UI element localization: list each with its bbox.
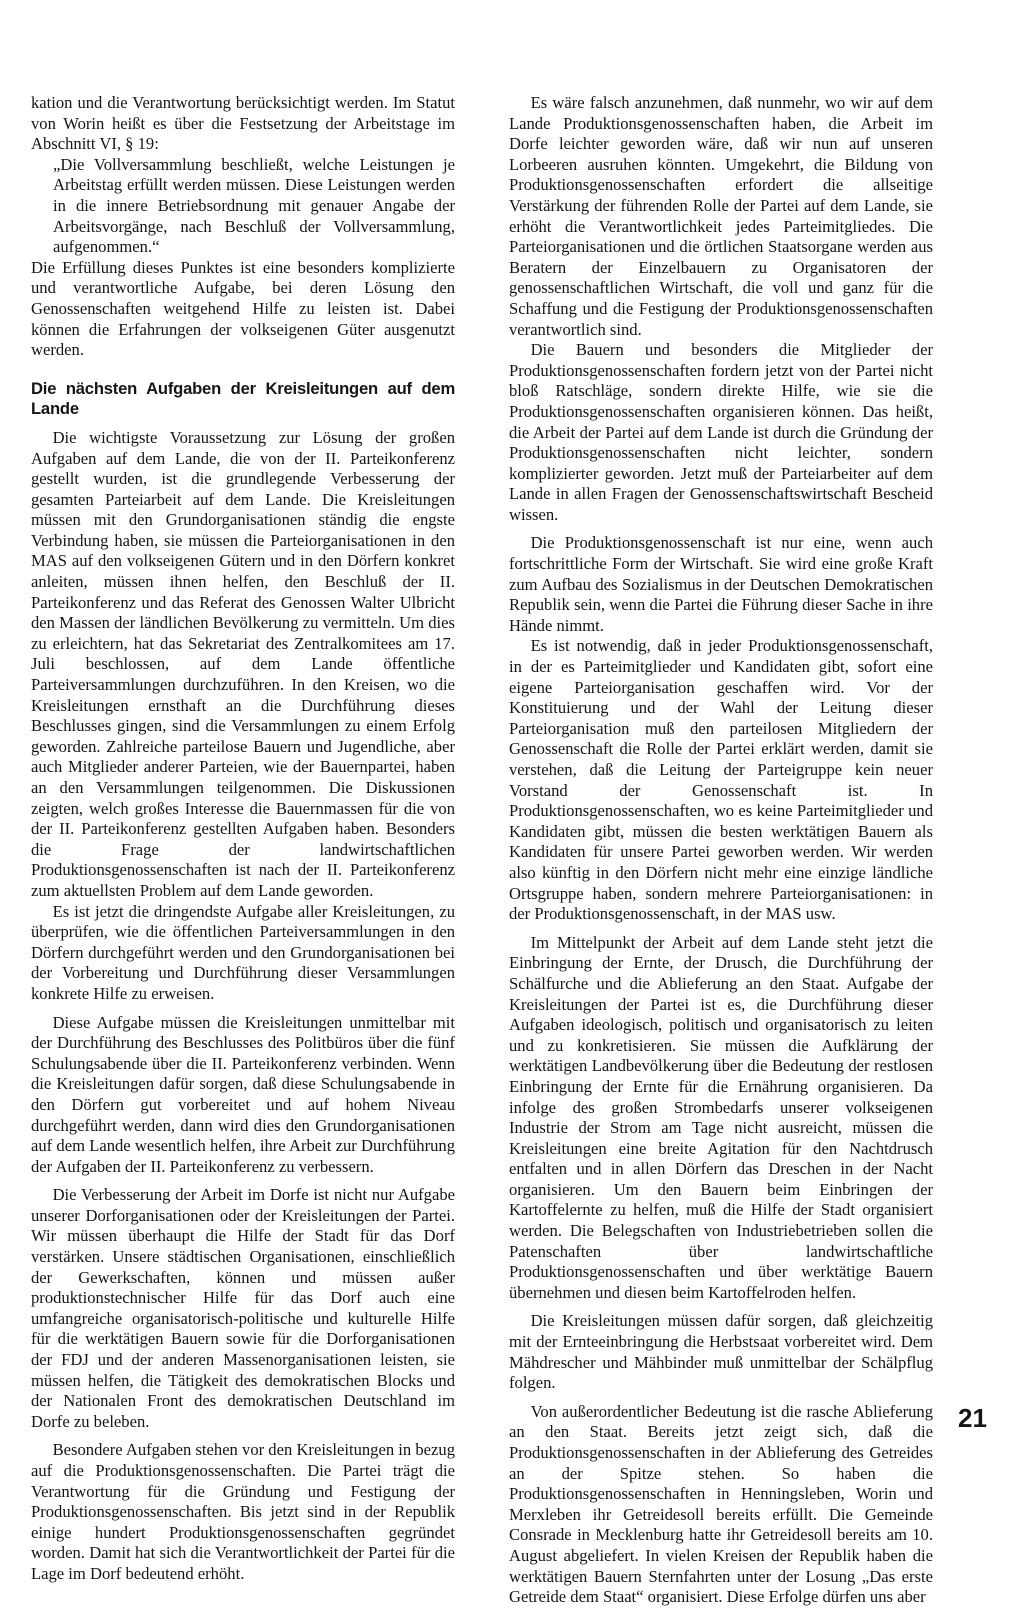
paragraph: Die wichtigste Voraussetzung zur Lösung der großen Aufgaben auf dem Lande, die von der II. Parteikonferenz gestellt wurden, ist die grundlegende Verbesserung der gesamten Parteiarbeit auf dem Lande. Die Kreisleitungen müssen mit den Grundorganisationen ständig die engste Verbindung haben, sie müssen die Parteiorganisationen in den MAS auf den volkseigenen Gütern und in den Dörfern konkret anleiten, müssen ihnen helfen, den Beschluß der II. Parteikonferenz und das Referat des Genossen Walter Ulbricht den Massen der ländlichen Bevölkerung zu vermitteln. Um dies zu erleichtern, hat das Sekretariat des Zentralkomitees am 17. Juli beschlossen, auf dem Lande öffentliche Parteiversammlungen durchzuführen. In den Kreisen, wo die Kreisleitungen ernsthaft an die Durchführung dieses Beschlusses gingen, sind die Versammlungen zu einem Erfolg geworden. Zahlreiche parteilose Bauern und Jugendliche, aber auch Mitglieder anderer Parteien, wie der Bauernpartei, haben an den Versammlungen teilgenommen. Die Diskussionen zeigten, welch großes Interesse die Bauernmassen für die von der II. Parteikonferenz gestellten Aufgaben haben. Besonders die Frage der landwirtschaftlichen Produktionsgenossenschaften ist nach der II. Parteikonferenz zum aktuellsten Problem auf dem Lande geworden.	[31, 427, 455, 900]
paragraph: kation und die Verantwortung berücksichtigt werden. Im Statut von Worin heißt es über die Festsetzung der Arbeitstage im Abschnitt VI, § 19:	[31, 93, 455, 154]
paragraph: Im Mittelpunkt der Arbeit auf dem Lande steht jetzt die Einbringung der Ernte, der Drusch, die Durchführung der Schälfurche und die Ablieferung an den Staat. Aufgabe der Kreisleitungen der Partei ist es, die Durchführung dieser Aufgaben ideologisch, politisch und organisatorisch zu leiten und zu konkretisieren. Sie müssen die Aufklärung der werktätigen Landbevölkerung über die Bedeutung der restlosen Einbringung der Ernte für die Ernährung organisieren. Da infolge des großen Strombedarfs unserer volkseigenen Industrie der Strom am Tage nicht ausreicht, müssen die Kreisleitungen eine breite Agitation für den Nachtdrusch entfalten und in allen Dörfern das Dreschen in der Nacht organisieren. Um den Bauern beim Einbringen der Kartoffelernte zu helfen, muß die Hilfe der Stadt organisiert werden. Die Belegschaften von Industriebetrieben sollen die Patenschaften über landwirtschaftliche Produktionsgenossenschaften und über werktätige Bauern übernehmen und diesen beim Kartoffelroden helfen.	[509, 932, 933, 1302]
paragraph: Die Produktionsgenossenschaft ist nur eine, wenn auch fortschrittliche Form der Wirtschaft. Sie wird eine große Kraft zum Aufbau des Sozialismus in der Deutschen Demokratischen Republik sein, wenn die Partei die Führung dieser Sache in ihre Hände nimmt.	[509, 533, 933, 635]
section-heading: Die nächsten Aufgaben der Kreisleitungen auf dem Lande	[31, 378, 455, 419]
paragraph: Von außerordentlicher Bedeutung ist die rasche Ablieferung an den Staat. Bereits jetzt zeigt sich, daß die Produktionsgenossenschaften in der Ablieferung des Getreides an der Spitze stehen. So haben die Produktionsgenossenschaften in Henningsleben, Worin und Merxleben ihr Getreidesoll bereits erfüllt. Die Gemeinde Consrade in Mecklenburg hatte ihr Getreidesoll bereits am 10. August abgeliefert. In vielen Kreisen der Republik haben die werktätigen Bauern Sternfahrten unter der Losung „Das erste Getreide dem Staat“ organisiert. Diese Erfolge dürfen uns aber	[509, 1401, 933, 1607]
paragraph: Die Erfüllung dieses Punktes ist eine besonders komplizierte und verantwortliche Aufgabe, bei deren Lösung den Genossenschaften weitgehend Hilfe zu leisten ist. Dabei können die Erfahrungen der volkseigenen Güter ausgenutzt werden.	[31, 257, 455, 360]
paragraph: Besondere Aufgaben stehen vor den Kreisleitungen in bezug auf die Produktionsgenossenschaften. Die Partei trägt die Verantwortung für die Gründung und Festigung der Produktionsgenossenschaften. Bis jetzt sind in der Republik einige hundert Produktionsgenossenschaften gegründet worden. Damit hat sich die Verantwortlichkeit der Partei für die Lage im Dorf bedeutend erhöht.	[31, 1440, 455, 1583]
paragraph: Es ist jetzt die dringendste Aufgabe aller Kreisleitungen, zu überprüfen, wie die öffentlichen Parteiversammlungen in den Dörfern durchgeführt werden und den Grundorganisationen bei der Vorbereitung und Durchführung dieser Versammlungen konkrete Hilfe zu erweisen.	[31, 901, 455, 1003]
paragraph: Es ist notwendig, daß in jeder Produktionsgenossenschaft, in der es Parteimitglieder und Kandidaten gibt, sofort eine eigene Parteiorganisation geschaffen wird. Vor der Konstituierung und der Wahl der Leitung dieser Parteiorganisation muß den parteilosen Mitgliedern der Genossenschaft die Rolle der Partei erklärt werden, damit sie verstehen, daß die Leitung der Parteigruppe kein neuer Vorstand der Genossenschaft ist. In Produktionsgenossenschaften, wo es keine Parteimitglieder und Kandidaten gibt, müssen die besten werktätigen Bauern als Kandidaten für unsere Partei geworben werden. Wir werden also künftig in den Dörfern nicht mehr eine einzige ländliche Ortsgruppe haben, sondern mehrere Parteiorganisationen: in der Produktionsgenossenschaft, in der MAS usw.	[509, 636, 933, 924]
paragraph: Die Verbesserung der Arbeit im Dorfe ist nicht nur Aufgabe unserer Dorforganisationen oder der Kreisleitungen der Partei. Wir müssen überhaupt die Hilfe der Stadt für das Dorf verstärken. Unsere städtischen Organisationen, einschließlich der Gewerkschaften, können und müssen außer produktionstechnischer Hilfe für das Dorf auch eine umfangreiche organisatorisch-politische und kulturelle Hilfe für die werktätigen Bauern sowie für die Dorforganisationen der FDJ und der anderen Massenorganisationen leisten, sie müssen helfen, die Tätigkeit des demokratischen Blocks und der Nationalen Front des demokratischen Deutschland im Dorfe zu beleben.	[31, 1185, 455, 1431]
right-column	[509, 93, 933, 1608]
paragraph: Die Bauern und besonders die Mitglieder der Produktionsgenossenschaften fordern jetzt von der Partei nicht bloß Ratschläge, sondern direkte Hilfe, wie sie die Produktionsgenossenschaften organisieren können. Das heißt, die Arbeit der Partei auf dem Lande ist durch die Gründung der Produktionsgenossenschaften nicht leichter, sondern komplizierter geworden. Jetzt muß der Parteiarbeiter auf dem Lande in allen Fragen der Genossenschaftswirtschaft Bescheid wissen.	[509, 340, 933, 524]
statute-quote: „Die Vollversammlung beschließt, welche Leistungen je Arbeitstag erfüllt werden müssen. Diese Leistungen werden in die innere Betriebsordnung mit genauer Angabe der Arbeitsvorgänge, nach Beschluß der Vollversammlung, aufgenommen.“	[53, 154, 455, 257]
page-number: 21	[958, 1403, 987, 1433]
left-column	[31, 93, 455, 1585]
paragraph: Es wäre falsch anzunehmen, daß nunmehr, wo wir auf dem Lande Produktionsgenossenschaften haben, die Arbeit im Dorfe leichter geworden wäre, daß wir nun auf unseren Lorbeeren ausruhen könnten. Umgekehrt, die Bildung von Produktionsgenossenschaften erfordert die allseitige Verstärkung der führenden Rolle der Partei auf dem Lande, sie erhöht die Verantwortlichkeit jedes Parteimitgliedes. Die Parteiorganisationen und die örtlichen Staatsorgane werden aus Beratern der Einzelbauern zu Organisatoren der genossenschaftlichen Wirtschaft, die voll und ganz für die Schaffung und die Festigung der Produktionsgenossenschaften verantwortlich sind.	[509, 93, 933, 339]
paragraph: Die Kreisleitungen müssen dafür sorgen, daß gleichzeitig mit der Ernteeinbringung die Herbstsaat vorbereitet wird. Dem Mähdrescher und Mähbinder muß unmittelbar der Schälpflug folgen.	[509, 1311, 933, 1393]
paragraph: Diese Aufgabe müssen die Kreisleitungen unmittelbar mit der Durchführung des Beschlusses des Politbüros über die fünf Schulungsabende über die II. Parteikonferenz verbinden. Wenn die Kreisleitungen dafür sorgen, daß diese Schulungsabende in den Dörfern gut vorbereitet und auf hohem Niveau durchgeführt werden, dann wird dies den Grundorganisationen auf dem Lande wesentlich helfen, ihre Arbeit zur Durchführung der Aufgaben der II. Parteikonferenz zu verbessern.	[31, 1012, 455, 1176]
